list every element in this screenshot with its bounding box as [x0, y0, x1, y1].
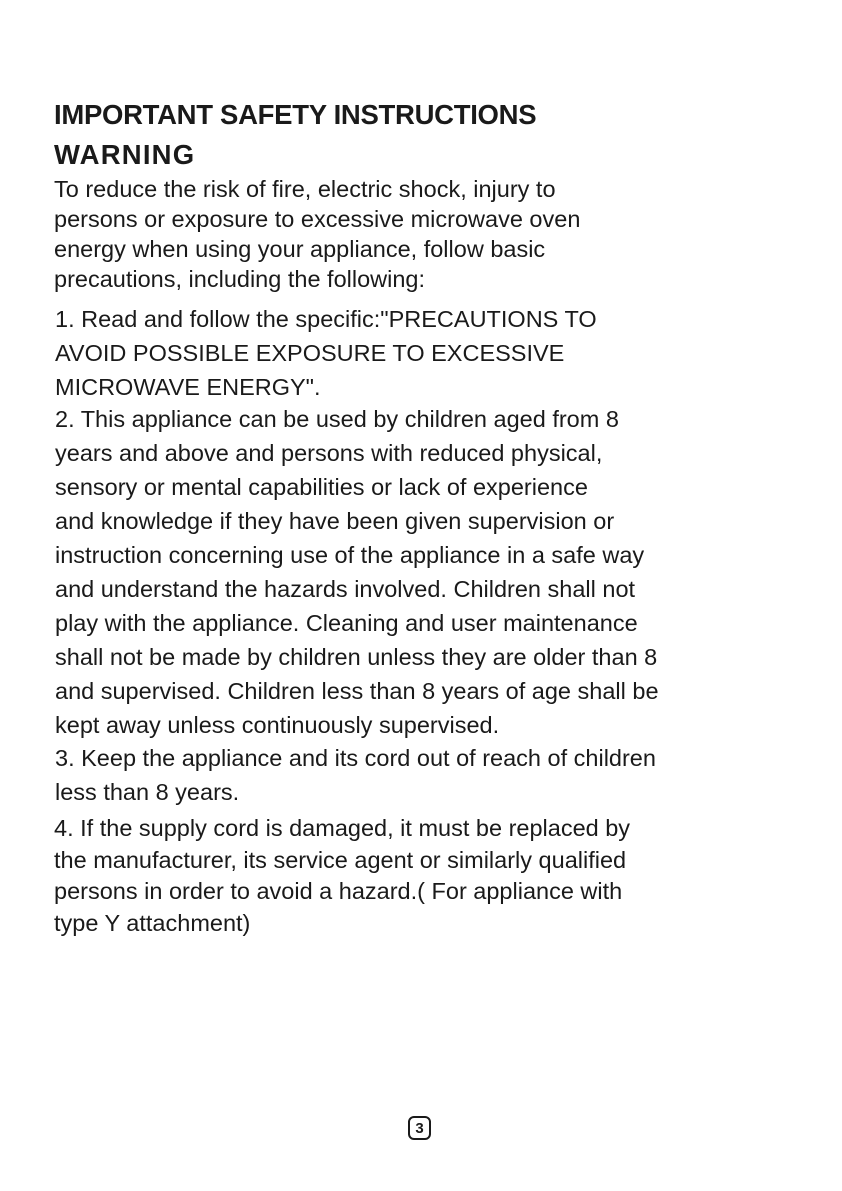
item-line: years and above and persons with reduced physical, — [55, 440, 603, 466]
item-line: the manufacturer, its service agent or similarly qualified — [54, 846, 627, 873]
item-line: 3. Keep the appliance and its cord out of reach of children — [55, 745, 656, 771]
item-line: kept away unless continuously supervised. — [55, 712, 500, 738]
item-line: MICROWAVE ENERGY". — [55, 374, 321, 400]
item-line: persons in order to avoid a hazard.( For appliance with — [54, 878, 623, 904]
intro-line: precautions, including the following: — [54, 266, 426, 292]
intro-paragraph — [54, 174, 784, 294]
page-title: IMPORTANT SAFETY INSTRUCTIONS — [54, 99, 537, 130]
instruction-item-3 — [55, 741, 795, 809]
item-line: and supervised. Children less than 8 years of age shall be — [55, 678, 659, 704]
item-line: sensory or mental capabilities or lack of experience — [55, 474, 588, 500]
item-line: play with the appliance. Cleaning and user maintenance — [55, 610, 638, 636]
item-line: shall not be made by children unless they are older than 8 — [55, 644, 658, 670]
intro-line: energy when using your appliance, follow basic — [54, 236, 546, 262]
intro-line: To reduce the risk of fire, electric shock, injury to — [54, 176, 556, 202]
item-line: and understand the hazards involved. Children shall not — [55, 576, 636, 602]
instruction-item-1 — [55, 302, 795, 404]
item-line: 1. Read and follow the specific:"PRECAUTIONS TO — [55, 306, 597, 332]
item-line: 2. This appliance can be used by children aged from 8 — [55, 406, 619, 432]
page-number-badge — [408, 1116, 431, 1140]
instruction-item-4 — [54, 813, 794, 939]
item-line: AVOID POSSIBLE EXPOSURE TO EXCESSIVE — [55, 340, 565, 366]
item-line: 4. If the supply cord is damaged, it must be replaced by — [54, 815, 631, 841]
item-line: less than 8 years. — [55, 779, 240, 805]
item-line: type Y attachment) — [54, 909, 251, 936]
instruction-item-2 — [55, 402, 795, 742]
intro-line: persons or exposure to excessive microwave oven — [54, 206, 581, 232]
warning-heading: WARNING — [54, 139, 196, 170]
page-number: 3 — [415, 1119, 424, 1137]
item-line: and knowledge if they have been given supervision or — [55, 508, 615, 534]
item-line: instruction concerning use of the appliance in a safe way — [55, 542, 645, 568]
